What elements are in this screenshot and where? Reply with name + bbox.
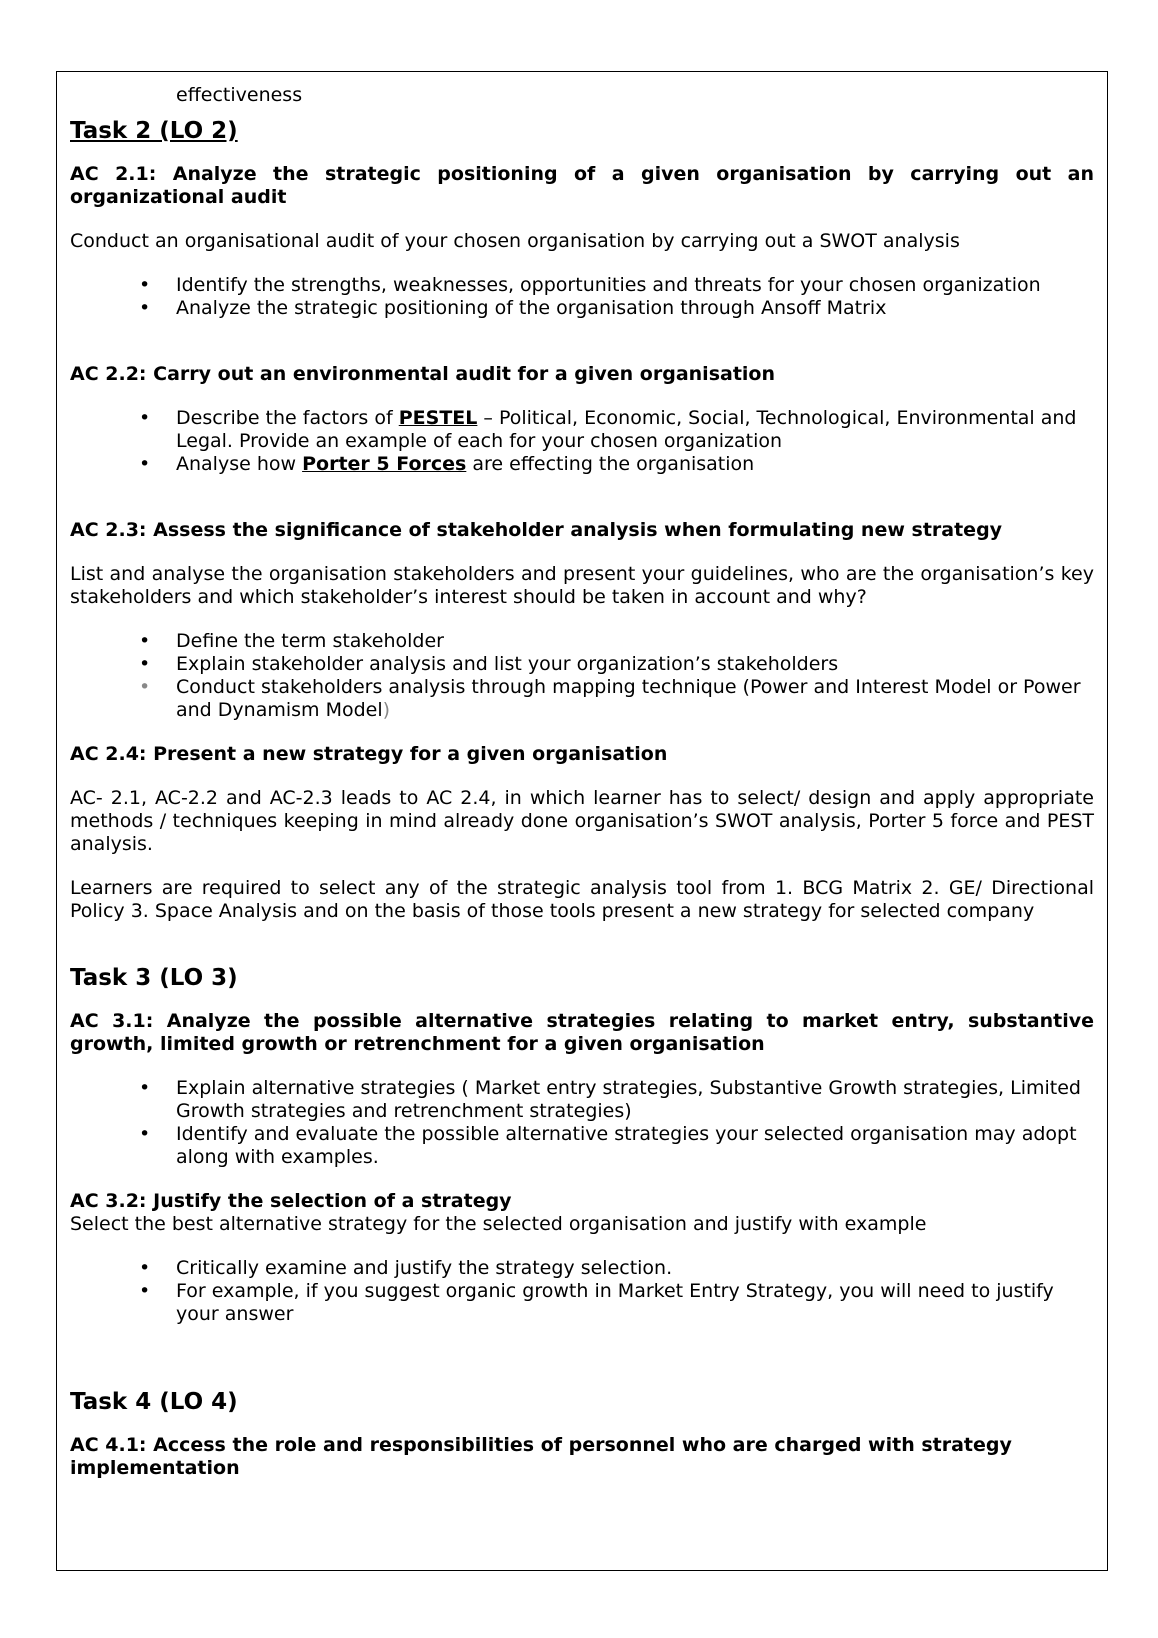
- ac32-heading: AC 3.2: Justify the selection of a strategy: [70, 1190, 512, 1212]
- ac23-heading: AC 2.3: Assess the significance of stakeholder analysis when formulating new strategy: [70, 519, 1003, 541]
- task4-title: Task 4 (LO 4): [70, 1389, 238, 1415]
- ac24-para2: Learners are required to select any of the strategic analysis tool from 1. BCG Matrix 2. GE/ Directional Policy 3. Space Analysis and on the basis of those tools present a new strategy for selected company: [70, 877, 1094, 922]
- list-item: • Conduct stakeholders analysis through mapping technique (Power and Interest Model or Power and Dynamism Model): [139, 676, 1081, 721]
- list-item: • Analyze the strategic positioning of the organisation through Ansoff Matrix: [139, 297, 887, 319]
- fragment-text: effectiveness: [176, 84, 303, 106]
- ac22-bullet-list: [70, 407, 1094, 476]
- list-item: • Describe the factors of PESTEL – Political, Economic, Social, Technological, Environmental and Legal. Provide an example of each for your chosen organization: [139, 407, 1077, 452]
- bullet-icon: •: [139, 630, 151, 652]
- bullet-icon: •: [139, 453, 151, 475]
- ac32-bullet-list: [70, 1257, 1094, 1326]
- bullet-icon: •: [139, 1280, 151, 1302]
- bullet-icon: •: [139, 1123, 151, 1145]
- ac31-heading: AC 3.1: Analyze the possible alternative strategies relating to market entry, substantive growth, limited growth or retrenchment for a given organisation: [70, 1010, 1094, 1055]
- bullet-icon: •: [139, 1257, 151, 1279]
- list-item: • Analyse how Porter 5 Forces are effecting the organisation: [139, 453, 755, 475]
- task2-title: Task 2 (LO 2): [70, 118, 238, 144]
- bullet-icon: •: [139, 1077, 151, 1099]
- bullet-icon: •: [139, 676, 151, 698]
- ac24-heading: AC 2.4: Present a new strategy for a given organisation: [70, 743, 668, 765]
- bullet-icon: •: [139, 297, 151, 319]
- bullet-icon: •: [139, 653, 151, 675]
- ac32-intro: Select the best alternative strategy for the selected organisation and justify with example: [70, 1213, 927, 1235]
- ac21-bullet-list: [70, 274, 1094, 320]
- ac21-heading: AC 2.1: Analyze the strategic positioning of a given organisation by carrying out an organizational audit: [70, 163, 1094, 208]
- ac23-intro: List and analyse the organisation stakeholders and present your guidelines, who are the organisation’s key stakeholders and which stakeholder’s interest should be taken in account and why?: [70, 563, 1094, 608]
- list-item: • Identify and evaluate the possible alternative strategies your selected organisation may adopt along with examples.: [139, 1123, 1077, 1168]
- page-frame: [56, 71, 1108, 1571]
- porter-link-text: Porter 5 Forces: [302, 453, 467, 475]
- page-content: [70, 84, 1094, 1480]
- list-item: • Define the term stakeholder: [139, 630, 444, 652]
- list-item: • Explain alternative strategies ( Market entry strategies, Substantive Growth strategies, Limited Growth strategies and retrenchment strategies): [139, 1077, 1081, 1122]
- bullet-icon: •: [139, 407, 151, 429]
- ac22-heading: AC 2.2: Carry out an environmental audit for a given organisation: [70, 363, 775, 385]
- ac24-para1: AC- 2.1, AC-2.2 and AC-2.3 leads to AC 2.4, in which learner has to select/ design and apply appropriate methods / techniques keeping in mind already done organisation’s SWOT analysis, Porter 5 force and PEST analysis.: [70, 787, 1094, 855]
- ac31-bullet-list: [70, 1077, 1094, 1169]
- ac21-intro: Conduct an organisational audit of your chosen organisation by carrying out a SWOT analysis: [70, 230, 960, 252]
- list-item: • Critically examine and justify the strategy selection.: [139, 1257, 673, 1279]
- list-item: • Explain stakeholder analysis and list your organization’s stakeholders: [139, 653, 839, 675]
- bullet-icon: •: [139, 274, 151, 296]
- task3-title: Task 3 (LO 3): [70, 965, 238, 991]
- pestel-link-text: PESTEL: [398, 407, 478, 429]
- ac41-heading: AC 4.1: Access the role and responsibilities of personnel who are charged with strategy implementation: [70, 1434, 1012, 1479]
- ac23-bullet-list: [70, 630, 1094, 722]
- list-item: • For example, if you suggest organic growth in Market Entry Strategy, you will need to justify your answer: [139, 1280, 1054, 1325]
- list-item: • Identify the strengths, weaknesses, opportunities and threats for your chosen organization: [139, 274, 1041, 296]
